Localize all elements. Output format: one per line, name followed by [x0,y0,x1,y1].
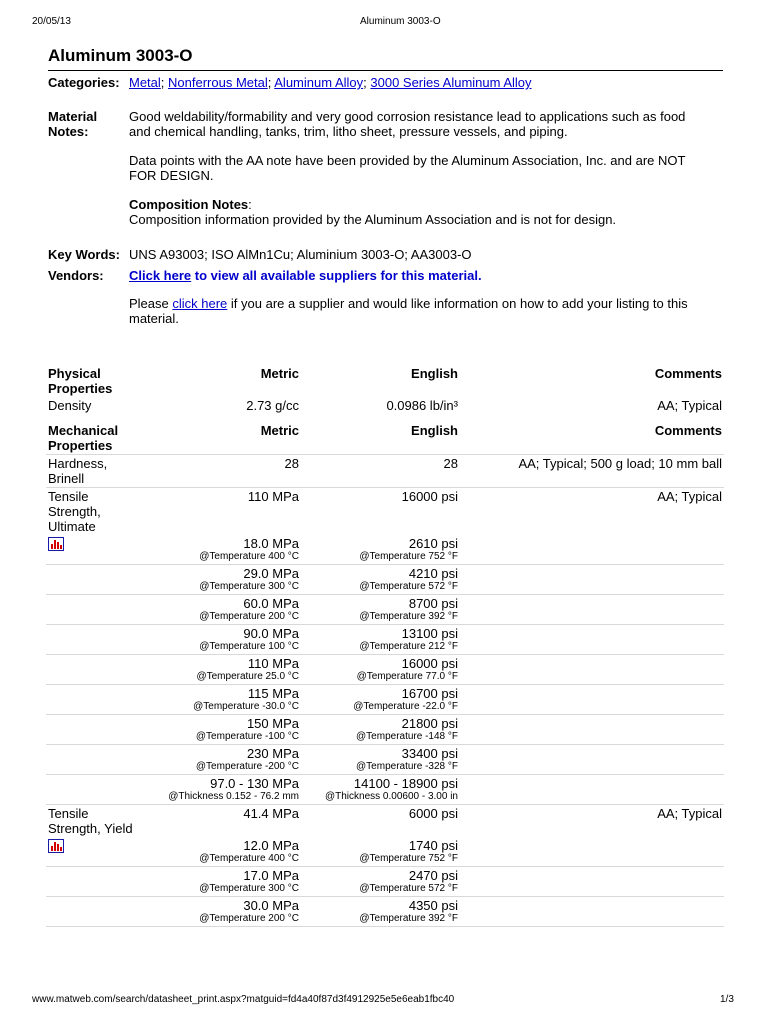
metric-value: 60.0 MPa [243,596,299,611]
tensile-ultimate-condition-row [46,745,724,775]
english-condition-cell [301,625,460,655]
metric-value: 29.0 MPa [243,566,299,581]
footer-url: www.matweb.com/search/datasheet_print.aspx?matguid=fd4a40f87d3f4912925e5e6eab1fbc40 [32,994,455,1005]
comments-value: AA; Typical [657,398,722,413]
english-value: 21800 psi [401,716,458,731]
metric-condition: @Temperature 400 °C [199,551,299,562]
material-notes-text [129,109,685,139]
comments-value [460,745,724,775]
notes-line: and chemical handling, tanks, trim, litho sheet, pressure vessels, and piping. [129,124,568,139]
metric-condition: @Temperature 200 °C [199,611,299,622]
properties-table [46,365,724,927]
english-value: 16700 psi [401,686,458,701]
tensile-ultimate-condition-row [46,535,724,565]
comments-column-header: Comments [654,423,722,438]
tensile-ultimate-condition-row [46,775,724,805]
tensile-yield-condition-row [46,867,724,897]
english-condition-cell [301,897,460,927]
hardness-row [46,455,724,488]
comments-value: AA; Typical; 500 g load; 10 mm ball [518,456,722,471]
tensile-yield-conditions [46,837,724,927]
metric-condition: @Temperature 200 °C [199,913,299,924]
chart-icon[interactable] [46,837,138,867]
tensile-ultimate-condition-row [46,715,724,745]
tensile-yield-row [46,805,724,838]
metric-condition-cell [138,685,301,715]
bar-chart-icon[interactable] [48,537,64,551]
english-condition: @Temperature 392 °F [359,913,458,924]
english-value: 8700 psi [408,596,458,611]
print-date: 20/05/13 [32,16,71,27]
composition-notes-heading: Composition Notes [129,197,249,212]
metric-value: 110 MPa [247,656,299,671]
metric-value: 17.0 MPa [243,868,299,883]
english-condition: @Temperature 77.0 °F [356,671,458,682]
english-condition: @Temperature 572 °F [359,581,458,592]
metric-value: 30.0 MPa [243,898,299,913]
english-value: 4210 psi [408,566,458,581]
english-value: 2470 psi [408,868,458,883]
english-condition: @Temperature 212 °F [359,641,458,652]
english-value: 0.0986 lb/in³ [386,398,458,413]
metric-condition: @Temperature 25.0 °C [196,671,299,682]
comments-column-header: Comments [654,366,722,381]
metric-condition-cell [138,867,301,897]
supplier-listing-link[interactable]: click here [172,296,228,311]
property-name: Tensile Strength, Ultimate [48,489,101,534]
comments-value [460,625,724,655]
supplier-info-prefix: Please [129,296,173,311]
metric-value: 2.73 g/cc [246,398,299,413]
vendors-label: Vendors: [48,268,104,283]
english-value: 13100 psi [401,626,458,641]
keywords-label: Key Words: [48,247,120,262]
metric-value: 90.0 MPa [243,626,299,641]
print-title: Aluminum 3003-O [360,16,441,27]
metric-value: 110 MPa [247,489,299,504]
english-condition: @Temperature 752 °F [359,853,458,864]
english-value: 2610 psi [408,536,458,551]
metric-condition: @Temperature -30.0 °C [193,701,299,712]
english-condition-cell [301,535,460,565]
supplier-info [129,296,688,326]
composition-notes: Composition Notes: Composition information provided by the Aluminum Association and is not for design. [129,197,617,227]
tensile-yield-condition-row [46,897,724,927]
metric-condition: @Temperature -200 °C [195,761,299,772]
tensile-ultimate-conditions [46,535,724,805]
physical-header-row [46,365,724,397]
english-column-header: English [411,366,458,381]
material-notes-label [48,109,97,139]
english-condition: @Thickness 0.00600 - 3.00 in [324,791,458,802]
metric-condition-cell [138,595,301,625]
english-condition-cell [301,655,460,685]
bar-chart-icon[interactable] [48,839,64,853]
metric-condition-cell [138,837,301,867]
metric-value: 41.4 MPa [243,806,299,821]
vendors-line [129,268,482,283]
comments-value: AA; Typical [657,489,722,504]
supplier-info-text-line2: material. [129,311,179,326]
notes-line: Good weldability/formability and very good corrosion resistance lead to applications such as food [129,109,686,124]
comments-value [460,775,724,805]
notes-line: Data points with the AA note have been provided by the Aluminum Association, Inc. and are NOT [129,153,686,168]
english-condition: @Temperature -148 °F [356,731,458,742]
metric-column-header: Metric [260,423,299,438]
english-value: 16000 psi [401,489,458,504]
english-condition: @Temperature 392 °F [359,611,458,622]
english-condition-cell [301,775,460,805]
chart-icon[interactable] [46,535,138,565]
metric-condition: @Temperature 300 °C [199,581,299,592]
category-link-3000-series[interactable]: 3000 Series Aluminum Alloy [370,75,532,90]
categories-label: Categories: [48,75,120,90]
category-link-nonferrous-metal[interactable]: Nonferrous Metal [168,75,268,90]
suppliers-link-text: to view all available suppliers for this material. [191,268,482,283]
suppliers-link[interactable]: Click here [129,268,192,283]
comments-value [460,867,724,897]
property-name: Tensile Strength, Yield [48,806,133,836]
comments-value [460,837,724,867]
physical-properties-heading: Physical Properties [48,366,113,396]
page-title: Aluminum 3003-O [48,46,193,65]
comments-value [460,655,724,685]
title-divider [48,70,723,71]
english-condition-cell [301,565,460,595]
metric-condition-cell [138,897,301,927]
tensile-ultimate-condition-row [46,565,724,595]
property-name: Density [48,398,92,413]
comments-value [460,715,724,745]
metric-condition-cell [138,625,301,655]
metric-condition-cell [138,775,301,805]
tensile-ultimate-row [46,488,724,536]
tensile-ultimate-condition-row [46,595,724,625]
english-value: 14100 - 18900 psi [353,776,458,791]
metric-condition-cell [138,715,301,745]
material-notes-label-line1: Material [48,109,98,124]
category-link-aluminum-alloy[interactable]: Aluminum Alloy [274,75,364,90]
comments-value [460,535,724,565]
mechanical-header-row [46,422,724,455]
metric-value: 28 [284,456,299,471]
english-column-header: English [411,423,458,438]
english-condition-cell [301,867,460,897]
supplier-info-text: if you are a supplier and would like information on how to add your listing to this [227,296,688,311]
metric-condition: @Temperature 100 °C [199,641,299,652]
mechanical-properties-heading: Mechanical Properties [48,423,119,453]
metric-condition: @Temperature -100 °C [195,731,299,742]
metric-condition-cell [138,745,301,775]
metric-condition: @Thickness 0.152 - 76.2 mm [168,791,299,802]
comments-value [460,897,724,927]
english-value: 33400 psi [401,746,458,761]
comments-value [460,685,724,715]
metric-value: 230 MPa [246,746,299,761]
english-value: 16000 psi [401,656,458,671]
metric-condition-cell [138,565,301,595]
metric-condition-cell [138,535,301,565]
comments-value [460,565,724,595]
metric-value: 18.0 MPa [243,536,299,551]
metric-value: 12.0 MPa [243,838,299,853]
material-notes-label-line2: Notes: [48,124,89,139]
density-row [46,397,724,414]
notes-line: FOR DESIGN. [129,168,214,183]
tensile-yield-condition-row [46,837,724,867]
comments-value: AA; Typical [657,806,722,821]
metric-condition-cell [138,655,301,685]
category-link-metal[interactable]: Metal [129,75,161,90]
metric-column-header: Metric [260,366,299,381]
english-condition: @Temperature -328 °F [356,761,458,772]
metric-value: 115 MPa [247,686,299,701]
tensile-ultimate-condition-row [46,655,724,685]
comments-value [460,595,724,625]
page-number: 1/3 [720,994,734,1005]
metric-value: 150 MPa [246,716,299,731]
english-condition-cell [301,715,460,745]
english-value: 6000 psi [408,806,458,821]
aa-note-text [129,153,685,183]
english-condition: @Temperature 752 °F [359,551,458,562]
english-condition-cell [301,837,460,867]
english-value: 1740 psi [408,838,458,853]
property-name: Hardness, Brinell [48,456,108,486]
composition-notes-text: Composition information provided by the Aluminum Association and is not for design. [129,212,617,227]
categories-list: Metal; Nonferrous Metal; Aluminum Alloy; 3000 Series Aluminum Alloy [129,75,532,90]
english-condition-cell [301,745,460,775]
english-value: 4350 psi [408,898,458,913]
metric-condition: @Temperature 400 °C [199,853,299,864]
english-condition-cell [301,685,460,715]
metric-value: 97.0 - 130 MPa [210,776,299,791]
tensile-ultimate-condition-row [46,625,724,655]
tensile-ultimate-condition-row [46,685,724,715]
english-value: 28 [443,456,458,471]
metric-condition: @Temperature 300 °C [199,883,299,894]
english-condition: @Temperature 572 °F [359,883,458,894]
keywords-text: UNS A93003; ISO AlMn1Cu; Aluminium 3003-O; AA3003-O [129,247,472,262]
english-condition: @Temperature -22.0 °F [353,701,458,712]
english-condition-cell [301,595,460,625]
